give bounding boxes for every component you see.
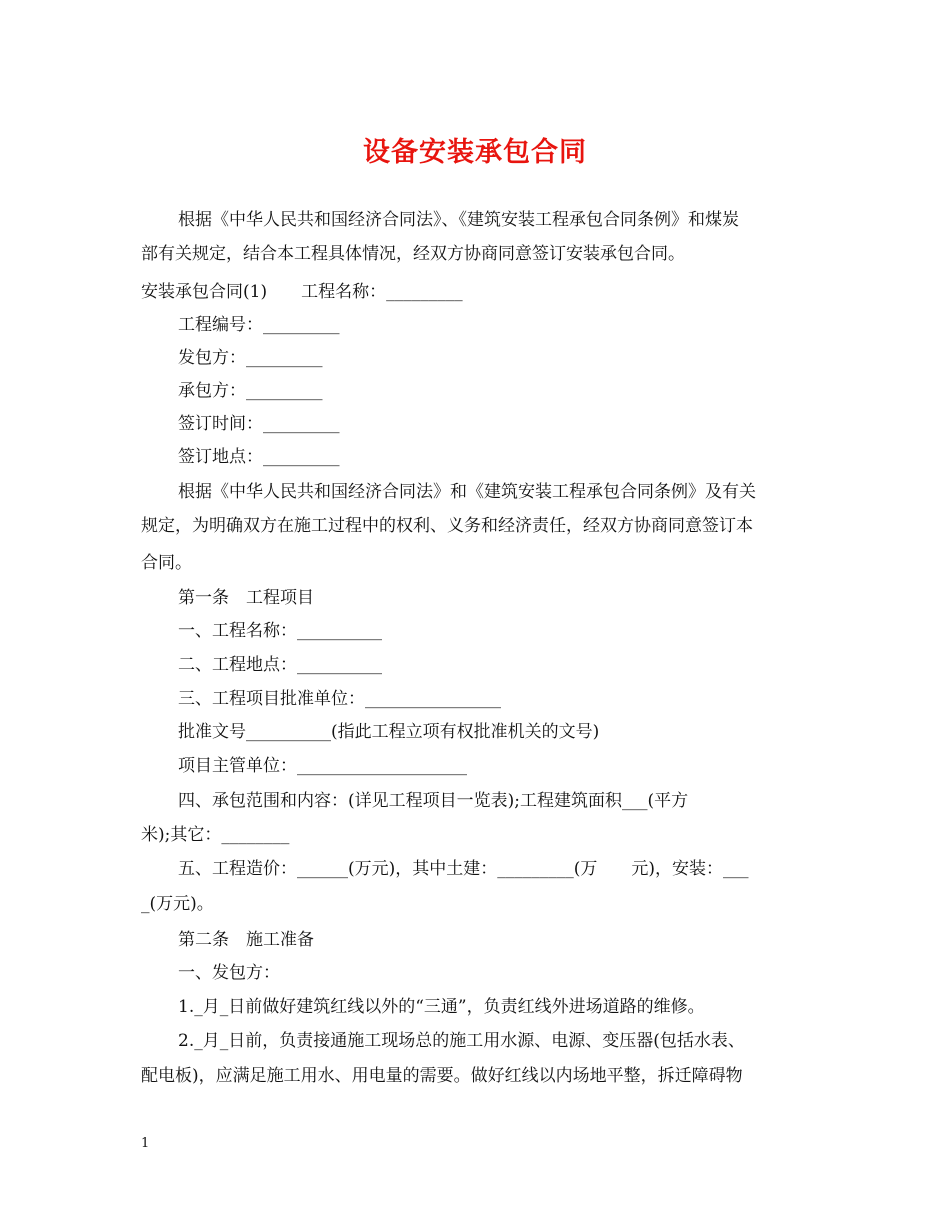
paragraph-line: 米);其它：________ bbox=[141, 825, 290, 845]
paragraph-line: 1._月_日前做好建筑红线以外的“三通”，负责红线外进场道路的维修。 bbox=[178, 997, 705, 1017]
paragraph-line: 根据《中华人民共和国经济合同法》、《建筑安装工程承包合同条例》和煤炭 bbox=[178, 210, 739, 230]
section-heading: 第一条 工程项目 bbox=[178, 588, 314, 608]
paragraph-line: 2._月_日前，负责接通施工现场总的施工用水源、电源、变压器(包括水表、 bbox=[178, 1031, 745, 1051]
paragraph-line: 规定，为明确双方在施工过程中的权利、义务和经济责任，经双方协商同意签订本 bbox=[141, 516, 753, 536]
paragraph-line: 批准文号__________(指此工程立项有权批准机关的文号) bbox=[178, 722, 600, 742]
paragraph-line: 四、承包范围和内容：(详见工程项目一览表);工程建筑面积___(平方 bbox=[178, 791, 689, 811]
paragraph-line: 签订时间：_________ bbox=[178, 414, 340, 434]
paragraph-line: 三、工程项目批准单位：________________ bbox=[178, 689, 501, 709]
paragraph-line: 签订地点：_________ bbox=[178, 447, 340, 467]
paragraph-line: 根据《中华人民共和国经济合同法》和《建筑安装工程承包合同条例》及有关 bbox=[178, 482, 756, 502]
paragraph-line: 工程编号：_________ bbox=[178, 315, 340, 335]
paragraph-line: 合同。 bbox=[141, 553, 192, 573]
document-title: 设备安装承包合同 bbox=[363, 137, 587, 168]
paragraph-line: _(万元)。 bbox=[141, 894, 214, 914]
page-number: 1 bbox=[141, 1136, 150, 1151]
section-heading: 第二条 施工准备 bbox=[178, 930, 314, 950]
paragraph-line: 安装承包合同(1) 工程名称：_________ bbox=[141, 282, 463, 302]
paragraph-line: 项目主管单位：____________________ bbox=[178, 756, 467, 776]
paragraph-line: 一、工程名称：__________ bbox=[178, 621, 382, 641]
paragraph-line: 部有关规定，结合本工程具体情况，经双方协商同意签订安装承包合同。 bbox=[141, 244, 685, 264]
paragraph-line: 发包方：_________ bbox=[178, 348, 323, 368]
paragraph-line: 一、发包方： bbox=[178, 963, 280, 983]
paragraph-line: 二、工程地点：__________ bbox=[178, 655, 382, 675]
paragraph-line: 配电板)，应满足施工用水、用电量的需要。做好红线以内场地平整，拆迁障碍物 bbox=[141, 1066, 743, 1086]
paragraph-line: 五、工程造价：______(万元)，其中土建：_________(万 元)，安装：___ bbox=[178, 859, 749, 879]
paragraph-line: 承包方：_________ bbox=[178, 381, 323, 401]
